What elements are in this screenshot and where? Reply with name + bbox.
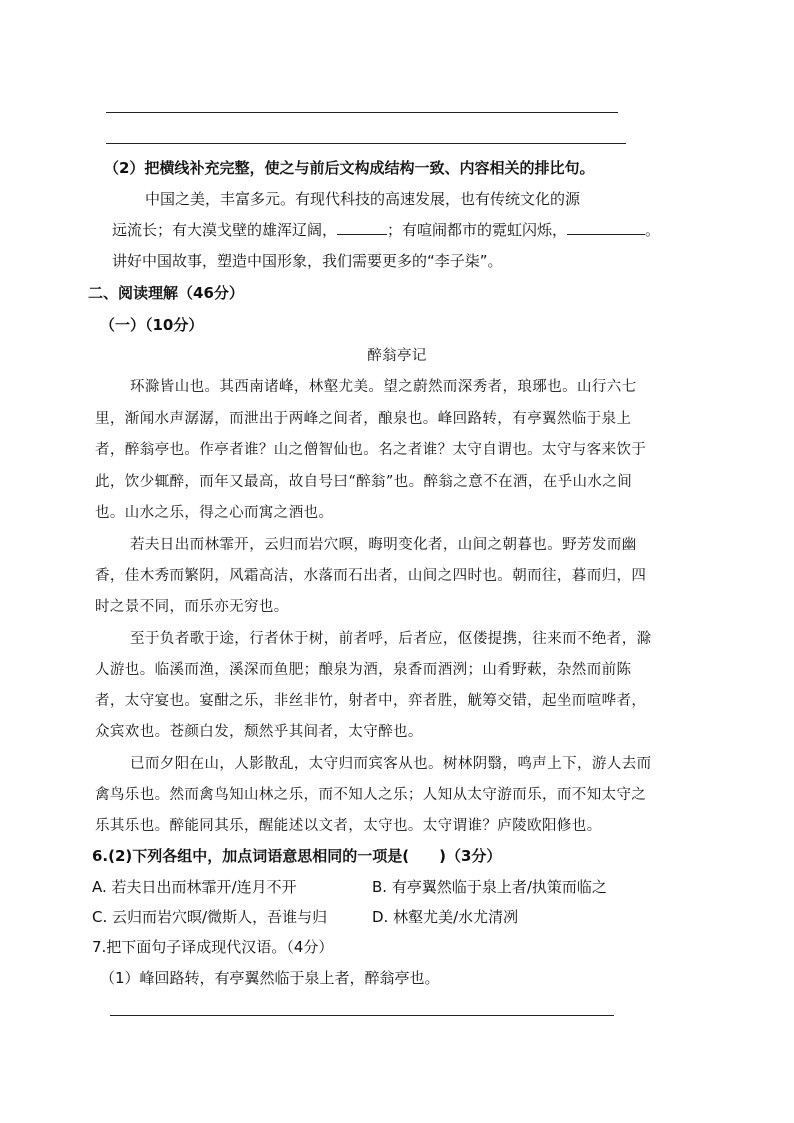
q6-prompt: 6.(2)下列各组中，加点词语意思相同的一项是( )（3分） (92, 847, 502, 865)
fill-blank-2[interactable] (567, 220, 645, 235)
q2-text-segment-b: ；有喧闹都市的霓虹闪烁， (387, 221, 568, 239)
essay-line: 乐其乐也。醉能同其乐，醒能述以文者，太守也。太守谓谁？庐陵欧阳修也。 (95, 818, 602, 834)
q2-text-line-1: 中国之美，丰富多元。有现代科技的高速发展，也有传统文化的源 (145, 190, 581, 208)
q6-option-d[interactable]: D. 林壑尤美/水尤清冽 (372, 908, 519, 926)
essay-line: 者，太守宴也。宴酣之乐，非丝非竹，射者中，弈者胜，觥筹交错，起坐而喧哗者， (95, 693, 647, 709)
q2-text-line-2 (112, 220, 660, 240)
q6-option-b[interactable]: B. 有亭翼然临于泉上者/执策而临之 (372, 878, 607, 896)
q6-option-c[interactable]: C. 云归而岩穴暝/微斯人，吾谁与归 (92, 908, 328, 926)
fill-blank-1[interactable] (337, 220, 387, 235)
answer-line-2 (106, 143, 626, 144)
essay-line: 至于负者歌于途，行者休于树，前者呼，后者应，伛偻提携，往来而不绝者，滁 (130, 631, 652, 647)
essay-line: 香，佳木秀而繁阴，风霜高洁，水落而石出者，山间之四时也。朝而往，暮而归，四 (95, 568, 647, 584)
essay-line: 此，饮少辄醉，而年又最高，故自号曰“醉翁”也。醉翁之意不在酒，在乎山水之间 (95, 474, 633, 490)
answer-line-1 (106, 112, 618, 113)
essay-line: 已而夕阳在山，人影散乱，太守归而宾客从也。树林阴翳，鸣声上下，游人去而 (130, 756, 652, 772)
part-heading: （一）（10分） (100, 316, 204, 334)
q2-text-line-3: 讲好中国故事，塑造中国形象，我们需要更多的“李子柒”。 (112, 252, 503, 270)
essay-line: 者，醉翁亭也。作亭者谁？山之僧智仙也。名之者谁？太守自谓也。太守与客来饮于 (95, 442, 647, 458)
essay-line: 若夫日出而林霏开，云归而岩穴暝，晦明变化者，山间之朝暮也。野芳发而幽 (130, 537, 637, 553)
q7-sub-question-1: （1）峰回路转，有亭翼然临于泉上者，醉翁亭也。 (100, 969, 440, 987)
q2-text-segment-c: 。 (645, 221, 661, 239)
essay-line: 禽鸟乐也。然而禽鸟知山林之乐，而不知人之乐；人知从太守游而乐，而不知太守之 (95, 787, 647, 803)
q6-option-a[interactable]: A. 若夫日出而林霏开/连月不开 (92, 878, 297, 896)
essay-line: 也。山水之乐，得之心而寓之酒也。 (95, 505, 334, 521)
essay-line: 里，渐闻水声潺潺，而泄出于两峰之间者，酿泉也。峰回路转，有亭翼然临于泉上 (95, 411, 632, 427)
essay-line: 时之景不同，而乐亦无穷也。 (95, 599, 289, 615)
essay-line: 人游也。临溪而渔，溪深而鱼肥；酿泉为酒，泉香而酒洌；山肴野蔌，杂然而前陈 (95, 662, 632, 678)
q2-text-segment-a: 远流长；有大漠戈壁的雄浑辽阔， (112, 221, 338, 239)
section-heading: 二、阅读理解（46分） (88, 284, 244, 302)
q7-prompt: 7.把下面句子译成现代汉语。（4分） (92, 938, 334, 956)
essay-line: 环滁皆山也。其西南诸峰，林壑尤美。望之蔚然而深秀者，琅琊也。山行六七 (130, 379, 637, 395)
answer-line-3[interactable] (110, 1015, 614, 1016)
essay-title: 醉翁亭记 (367, 348, 427, 364)
q2-prompt: （2）把横线补充完整，使之与前后文构成结构一致、内容相关的排比句。 (104, 159, 595, 177)
essay-line: 众宾欢也。苍颜白发，颓然乎其间者，太守醉也。 (95, 724, 423, 740)
